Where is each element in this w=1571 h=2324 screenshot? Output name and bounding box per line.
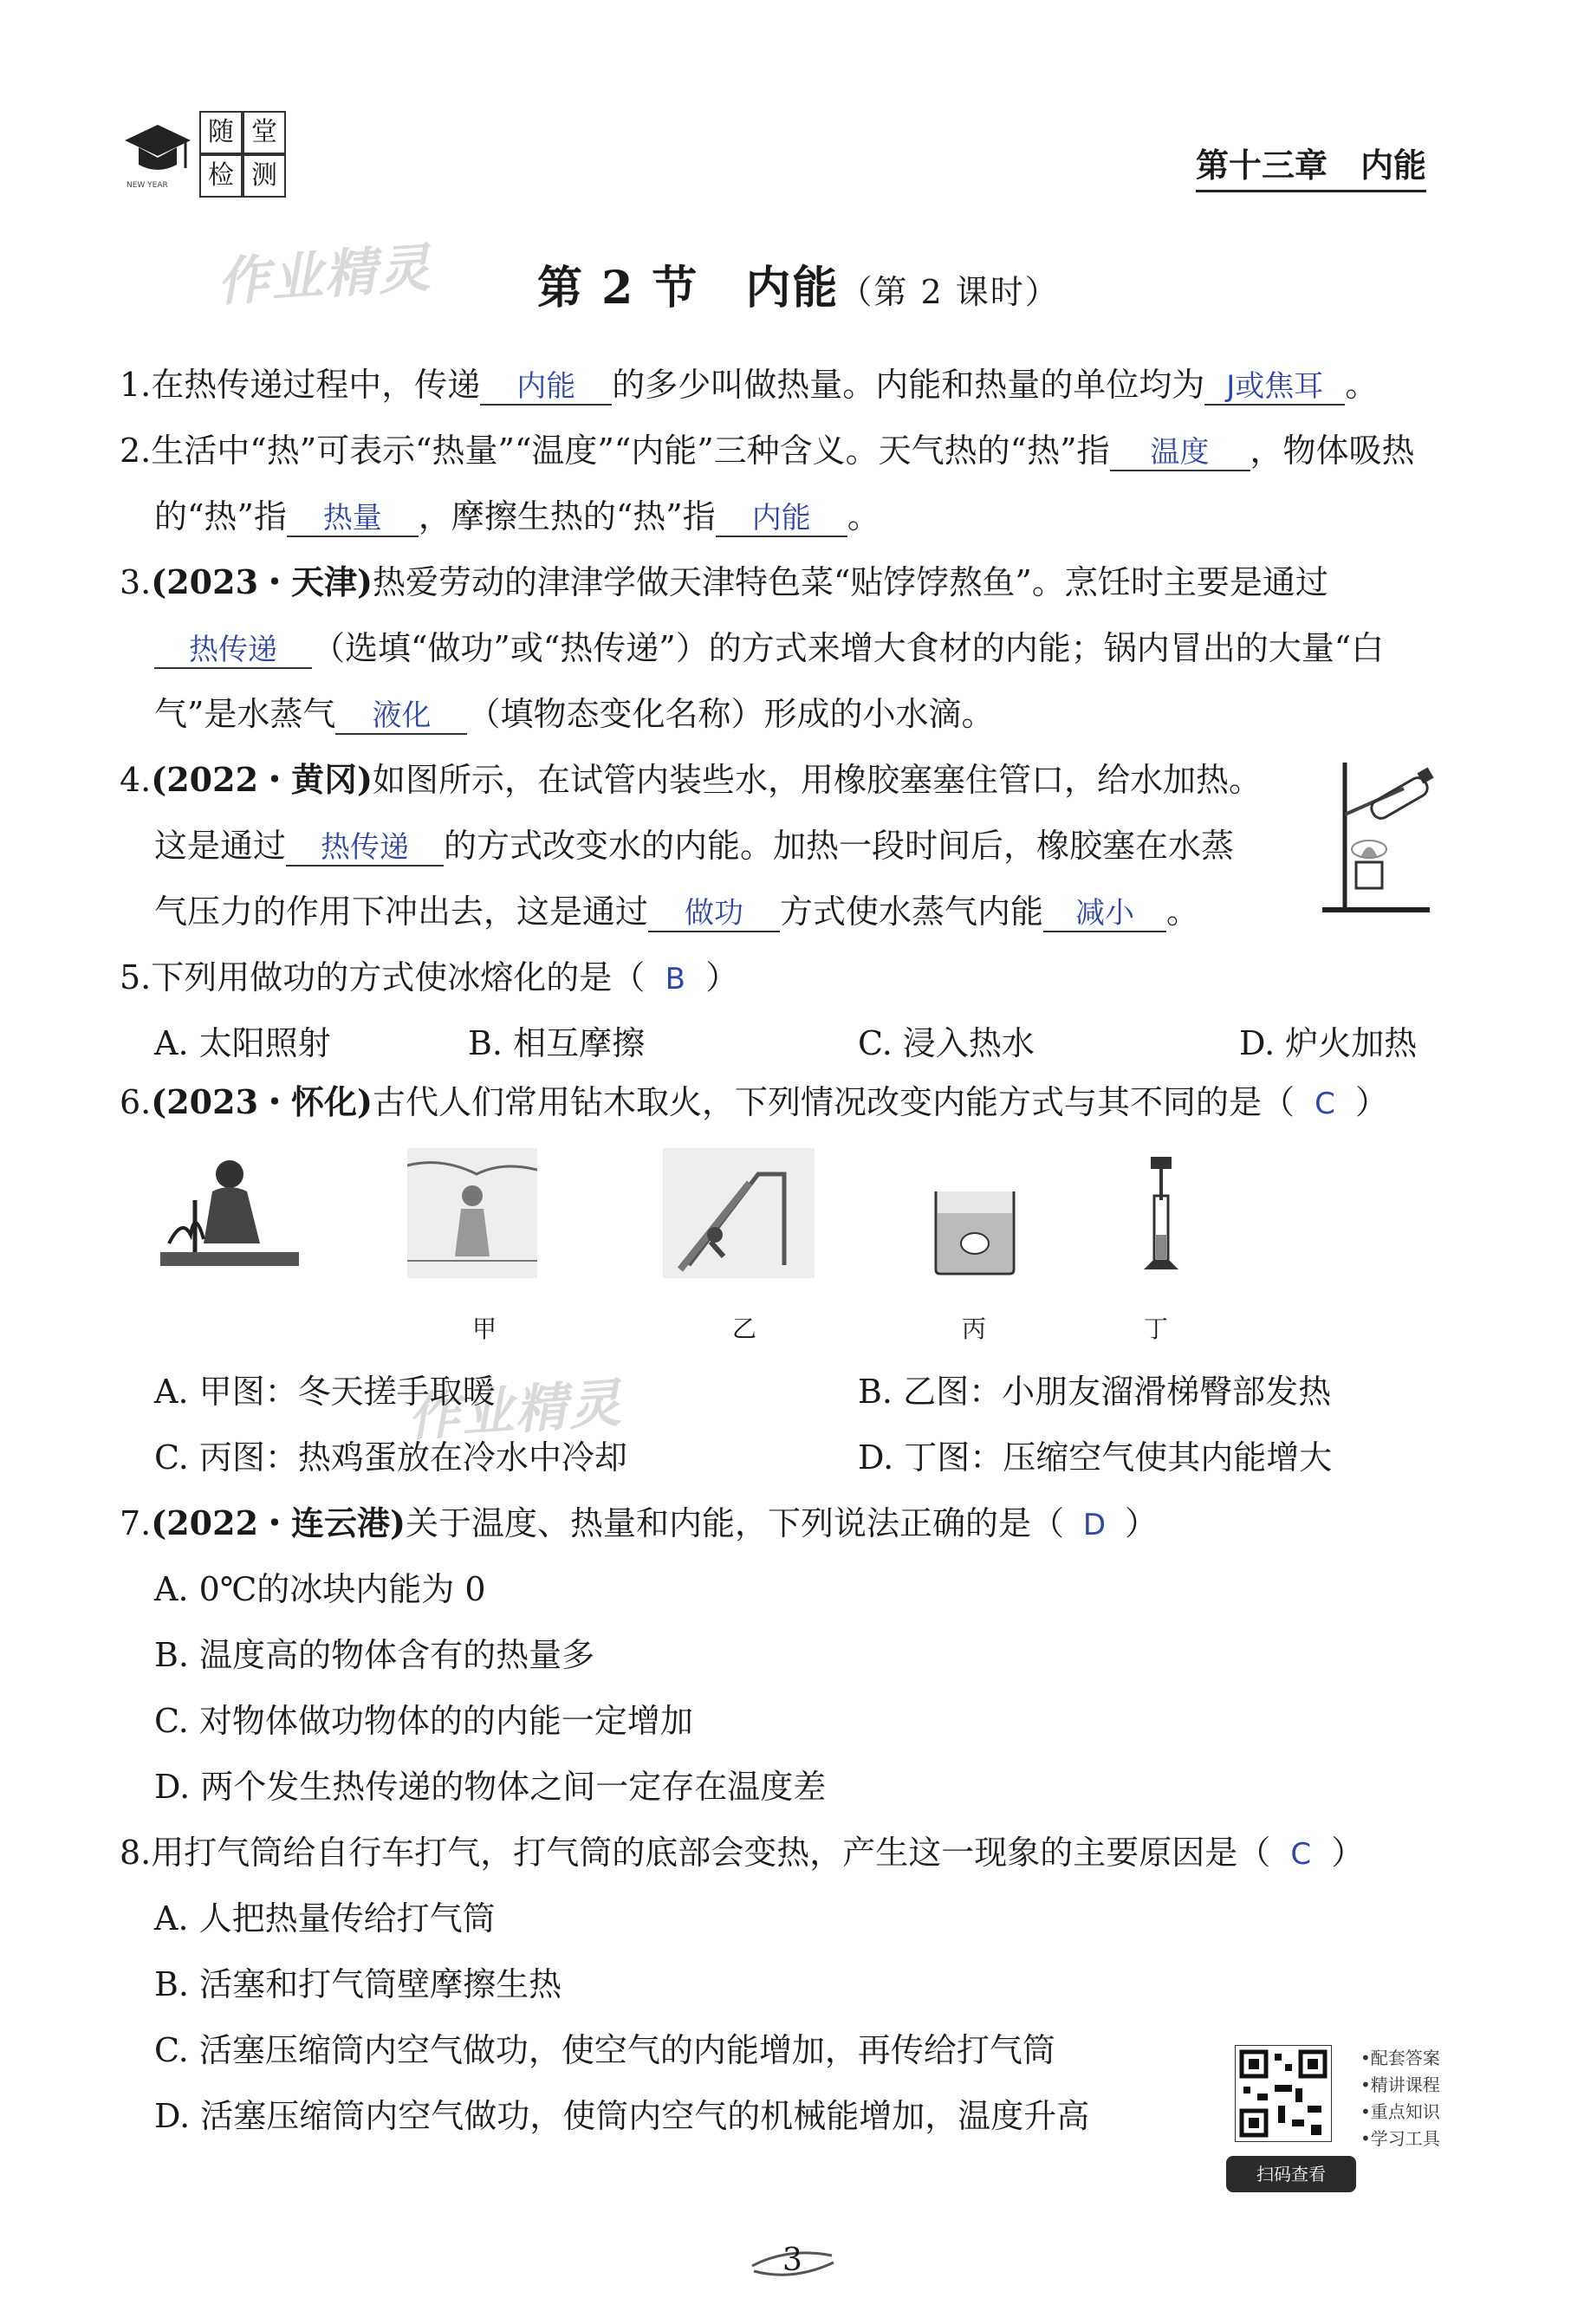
q2-blank-1[interactable]: 温度 — [1110, 435, 1250, 471]
q6-option-a[interactable]: A. 甲图：冬天搓手取暖 — [154, 1373, 496, 1411]
watermark: 作业精灵 — [215, 237, 434, 314]
watermark-2: 作业精灵 — [406, 1373, 625, 1449]
q6-source: (2023・怀化) — [151, 1082, 373, 1121]
question-3-line-3: 气”是水蒸气 液化 （填物态变化名称）形成的小水滴。 — [154, 695, 995, 733]
question-8: 8.用打气筒给自行车打气，打气筒的底部会变热，产生这一现象的主要原因是（ C ） — [120, 1834, 1365, 1872]
q4-blank-2[interactable]: 做功 — [648, 896, 780, 932]
question-2-line-1: 2.生活中“热”可表示“热量”“温度”“内能”三种含义。天气热的“热”指 温度 ，物体吸热 — [120, 432, 1415, 470]
qr-code-icon[interactable] — [1235, 2045, 1332, 2142]
logo-char-1: 随 — [199, 111, 243, 154]
scan-button[interactable] — [1226, 2156, 1356, 2192]
question-3-line-1: 3.(2023・天津)热爱劳动的津津学做天津特色菜“贴饽饽熬鱼”。烹饪时主要是通过 — [120, 562, 1328, 601]
logo-char-3: 检 — [199, 154, 243, 198]
header-logo — [121, 111, 295, 198]
fig-label-bing: 丙 — [962, 1315, 987, 1343]
question-7: 7.(2022・连云港)关于温度、热量和内能，下列说法正确的是（ D ） — [120, 1503, 1159, 1542]
q4-blank-3[interactable]: 减小 — [1043, 896, 1166, 932]
svg-text:NEW YEAR: NEW YEAR — [127, 181, 168, 190]
question-4-line-1: 4.(2022・黄冈)如图所示，在试管内装些水，用橡胶塞塞住管口，给水加热。 — [120, 760, 1263, 799]
rubbing-hands-figure — [407, 1148, 537, 1278]
q1-blank-1[interactable]: 内能 — [480, 369, 612, 406]
q7-option-c[interactable]: C. 对物体做功物体的的内能一定增加 — [154, 1702, 693, 1740]
question-6: 6.(2023・怀化)古代人们常用钻木取火，下列情况改变内能方式与其不同的是（ C ） — [120, 1082, 1389, 1121]
q5-option-d[interactable]: D. 炉火加热 — [1239, 1024, 1418, 1062]
mortarboard-icon — [121, 118, 194, 191]
q8-answer[interactable]: C — [1290, 1837, 1312, 1872]
q3-source: (2023・天津) — [151, 562, 373, 601]
question-1: 1.在热传递过程中，传递 内能 的多少叫做热量。内能和热量的单位均为 J或焦耳 。 — [120, 366, 1379, 404]
beaker-egg-figure — [927, 1187, 1022, 1278]
q7-option-a[interactable]: A. 0℃的冰块内能为 0 — [154, 1570, 486, 1608]
qr-item-1: •配套答案 — [1360, 2048, 1440, 2068]
q8-option-c[interactable]: C. 活塞压缩筒内空气做功，使空气的内能增加，再传给打气筒 — [154, 2031, 1055, 2069]
qr-item-4: •学习工具 — [1360, 2128, 1440, 2149]
q6-option-b[interactable]: B. 乙图：小朋友溜滑梯臀部发热 — [858, 1373, 1332, 1411]
qr-item-2: •精讲课程 — [1360, 2074, 1440, 2095]
title-main: 第 2 节 内能 — [537, 262, 840, 315]
page-title — [537, 251, 1060, 316]
q5-answer[interactable]: B — [665, 962, 685, 996]
question-4-line-2: 这是通过 热传递 的方式改变水的内能。加热一段时间后，橡胶塞在水蒸 — [154, 827, 1235, 865]
fire-drilling-figure — [152, 1148, 308, 1278]
fig-label-yi: 乙 — [732, 1315, 757, 1343]
q7-source: (2022・连云港) — [151, 1503, 406, 1542]
q4-blank-1[interactable]: 热传递 — [286, 830, 444, 867]
q4-source: (2022・黄冈) — [151, 760, 373, 799]
test-tube-apparatus-figure — [1317, 754, 1438, 919]
q7-option-d[interactable]: D. 两个发生热传递的物体之间一定存在温度差 — [154, 1768, 827, 1806]
logo-char-4: 测 — [243, 154, 286, 198]
question-4-line-3: 气压力的作用下冲出去，这是通过 做功 方式使水蒸气内能 减小 。 — [154, 893, 1200, 931]
q8-option-a[interactable]: A. 人把热量传给打气筒 — [154, 1899, 496, 1938]
slide-figure — [663, 1148, 815, 1278]
q8-option-d[interactable]: D. 活塞压缩筒内空气做功，使筒内空气的机械能增加，温度升高 — [154, 2097, 1090, 2135]
page-number: 3 — [782, 2243, 802, 2278]
q3-blank-2[interactable]: 液化 — [335, 698, 467, 735]
q3-blank-1[interactable]: 热传递 — [154, 633, 312, 669]
q6-option-c[interactable]: C. 丙图：热鸡蛋放在冷水中冷却 — [154, 1438, 627, 1477]
fig-label-jia: 甲 — [472, 1315, 497, 1343]
q5-option-a[interactable]: A. 太阳照射 — [154, 1024, 331, 1062]
q5-option-b[interactable]: B. 相互摩擦 — [468, 1024, 646, 1062]
qr-item-3: •重点知识 — [1360, 2101, 1440, 2122]
qr-panel — [1226, 2045, 1451, 2201]
q2-blank-2[interactable]: 热量 — [287, 501, 419, 537]
q7-answer[interactable]: D — [1082, 1508, 1107, 1542]
scan-button-label: 扫码查看 — [1256, 2164, 1326, 2184]
title-sub: （第 2 课时） — [839, 273, 1060, 311]
logo-char-2: 堂 — [243, 111, 286, 154]
air-compression-figure — [1126, 1148, 1196, 1278]
q6-option-d[interactable]: D. 丁图：压缩空气使其内能增大 — [858, 1438, 1333, 1477]
question-5: 5.下列用做功的方式使冰熔化的是（ B ） — [120, 958, 739, 996]
q5-option-c[interactable]: C. 浸入热水 — [858, 1024, 1035, 1062]
question-3-line-2: 热传递 （选填“做功”或“热传递”）的方式来增大食材的内能；锅内冒出的大量“白 — [154, 629, 1384, 669]
q7-option-b[interactable]: B. 温度高的物体含有的热量多 — [154, 1636, 595, 1674]
chapter-title: 第十三章 内能 — [1196, 139, 1426, 192]
fig-label-ding: 丁 — [1144, 1315, 1169, 1343]
question-2-line-2: 的“热”指 热量 ，摩擦生热的“热”指 内能 。 — [154, 497, 880, 536]
q1-blank-2[interactable]: J或焦耳 — [1204, 369, 1345, 406]
q8-option-b[interactable]: B. 活塞和打气筒壁摩擦生热 — [154, 1965, 562, 2003]
q6-answer[interactable]: C — [1315, 1087, 1335, 1121]
q2-blank-3[interactable]: 内能 — [716, 501, 847, 537]
